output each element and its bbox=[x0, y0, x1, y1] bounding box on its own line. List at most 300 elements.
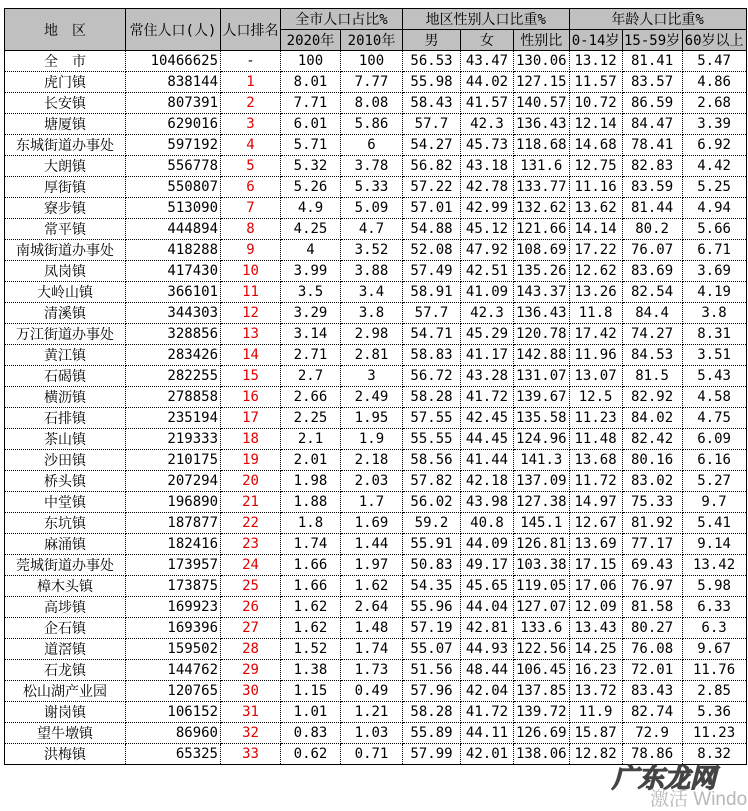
cell-age-60: 3.39 bbox=[682, 114, 746, 135]
cell-rank: 15 bbox=[221, 366, 281, 387]
cell-sex-ratio: 145.1 bbox=[514, 513, 570, 534]
cell-sex-ratio: 136.43 bbox=[514, 303, 570, 324]
table-row bbox=[5, 324, 747, 345]
cell-age-0-14: 12.5 bbox=[569, 387, 622, 408]
cell-age-0-14: 10.72 bbox=[569, 93, 622, 114]
cell-share-2010: 2.98 bbox=[341, 324, 403, 345]
cell-female: 48.44 bbox=[461, 660, 514, 681]
cell-share-2010: 8.08 bbox=[341, 93, 403, 114]
table-row bbox=[5, 198, 747, 219]
table-row bbox=[5, 387, 747, 408]
cell-age-0-14: 17.15 bbox=[569, 555, 622, 576]
cell-age-0-14: 11.9 bbox=[569, 702, 622, 723]
table-row bbox=[5, 639, 747, 660]
cell-share-2020: 2.7 bbox=[281, 366, 341, 387]
cell-rank: 1 bbox=[221, 72, 281, 93]
cell-female: 44.04 bbox=[461, 597, 514, 618]
cell-rank: 3 bbox=[221, 114, 281, 135]
cell-age-0-14: 15.87 bbox=[569, 723, 622, 744]
cell-share-2010: 1.7 bbox=[341, 492, 403, 513]
cell-population: 597192 bbox=[126, 135, 221, 156]
table-row bbox=[5, 555, 747, 576]
cell-share-2020: 3.5 bbox=[281, 282, 341, 303]
table-row bbox=[5, 429, 747, 450]
cell-rank: 11 bbox=[221, 282, 281, 303]
table-row bbox=[5, 702, 747, 723]
cell-share-2020: 4.9 bbox=[281, 198, 341, 219]
cell-male: 56.72 bbox=[403, 366, 461, 387]
cell-age-15-59: 83.57 bbox=[622, 72, 682, 93]
cell-age-60: 13.42 bbox=[682, 555, 746, 576]
cell-rank: 13 bbox=[221, 324, 281, 345]
cell-male: 52.08 bbox=[403, 240, 461, 261]
table-row bbox=[5, 177, 747, 198]
cell-age-0-14: 12.14 bbox=[569, 114, 622, 135]
table-row bbox=[5, 681, 747, 702]
cell-sex-ratio: 131.6 bbox=[514, 156, 570, 177]
cell-share-2020: 1.74 bbox=[281, 534, 341, 555]
cell-region: 虎门镇 bbox=[5, 72, 126, 93]
cell-female: 42.45 bbox=[461, 408, 514, 429]
cell-age-0-14: 11.57 bbox=[569, 72, 622, 93]
cell-age-0-14: 12.67 bbox=[569, 513, 622, 534]
cell-sex-ratio: 137.09 bbox=[514, 471, 570, 492]
cell-rank: - bbox=[221, 51, 281, 72]
cell-sex-ratio: 135.58 bbox=[514, 408, 570, 429]
cell-male: 55.91 bbox=[403, 534, 461, 555]
cell-rank: 33 bbox=[221, 744, 281, 765]
cell-sex-ratio: 140.57 bbox=[514, 93, 570, 114]
cell-share-2020: 1.38 bbox=[281, 660, 341, 681]
cell-population: 196890 bbox=[126, 492, 221, 513]
header-region: 地 区 bbox=[5, 9, 126, 51]
cell-age-0-14: 11.8 bbox=[569, 303, 622, 324]
cell-rank: 22 bbox=[221, 513, 281, 534]
cell-age-60: 6.16 bbox=[682, 450, 746, 471]
cell-age-0-14: 14.25 bbox=[569, 639, 622, 660]
table-row bbox=[5, 303, 747, 324]
cell-age-0-14: 17.22 bbox=[569, 240, 622, 261]
cell-sex-ratio: 138.06 bbox=[514, 744, 570, 765]
cell-share-2020: 6.01 bbox=[281, 114, 341, 135]
cell-female: 42.99 bbox=[461, 198, 514, 219]
cell-age-0-14: 17.06 bbox=[569, 576, 622, 597]
cell-male: 59.2 bbox=[403, 513, 461, 534]
cell-region: 清溪镇 bbox=[5, 303, 126, 324]
cell-sex-ratio: 133.6 bbox=[514, 618, 570, 639]
cell-age-60: 9.7 bbox=[682, 492, 746, 513]
cell-age-60: 5.41 bbox=[682, 513, 746, 534]
cell-share-2020: 2.25 bbox=[281, 408, 341, 429]
cell-age-15-59: 81.92 bbox=[622, 513, 682, 534]
cell-sex-ratio: 127.15 bbox=[514, 72, 570, 93]
cell-age-60: 5.66 bbox=[682, 219, 746, 240]
cell-share-2010: 1.48 bbox=[341, 618, 403, 639]
cell-age-15-59: 82.74 bbox=[622, 702, 682, 723]
cell-region: 中堂镇 bbox=[5, 492, 126, 513]
cell-population: 86960 bbox=[126, 723, 221, 744]
cell-sex-ratio: 119.05 bbox=[514, 576, 570, 597]
cell-male: 57.7 bbox=[403, 114, 461, 135]
cell-share-2010: 3.88 bbox=[341, 261, 403, 282]
table-row bbox=[5, 576, 747, 597]
cell-male: 57.7 bbox=[403, 303, 461, 324]
cell-male: 58.43 bbox=[403, 93, 461, 114]
cell-age-0-14: 12.75 bbox=[569, 156, 622, 177]
cell-share-2020: 1.66 bbox=[281, 576, 341, 597]
cell-region: 桥头镇 bbox=[5, 471, 126, 492]
cell-female: 45.65 bbox=[461, 576, 514, 597]
cell-region: 东城街道办事处 bbox=[5, 135, 126, 156]
cell-population: 283426 bbox=[126, 345, 221, 366]
cell-share-2010: 6 bbox=[341, 135, 403, 156]
cell-population: 159502 bbox=[126, 639, 221, 660]
cell-rank: 24 bbox=[221, 555, 281, 576]
header-share-2020: 2020年 bbox=[281, 30, 341, 51]
cell-population: 235194 bbox=[126, 408, 221, 429]
cell-region: 高埗镇 bbox=[5, 597, 126, 618]
cell-age-15-59: 83.69 bbox=[622, 261, 682, 282]
cell-share-2020: 0.83 bbox=[281, 723, 341, 744]
cell-region: 谢岗镇 bbox=[5, 702, 126, 723]
cell-female: 44.45 bbox=[461, 429, 514, 450]
cell-age-15-59: 84.53 bbox=[622, 345, 682, 366]
cell-rank: 17 bbox=[221, 408, 281, 429]
cell-share-2020: 3.14 bbox=[281, 324, 341, 345]
cell-age-15-59: 77.17 bbox=[622, 534, 682, 555]
cell-female: 47.92 bbox=[461, 240, 514, 261]
cell-sex-ratio: 127.38 bbox=[514, 492, 570, 513]
cell-age-0-14: 14.14 bbox=[569, 219, 622, 240]
cell-age-15-59: 82.42 bbox=[622, 429, 682, 450]
cell-rank: 9 bbox=[221, 240, 281, 261]
cell-share-2020: 4 bbox=[281, 240, 341, 261]
cell-male: 54.88 bbox=[403, 219, 461, 240]
cell-rank: 25 bbox=[221, 576, 281, 597]
cell-share-2020: 2.71 bbox=[281, 345, 341, 366]
cell-rank: 5 bbox=[221, 156, 281, 177]
cell-female: 42.01 bbox=[461, 744, 514, 765]
cell-age-15-59: 82.92 bbox=[622, 387, 682, 408]
cell-female: 43.47 bbox=[461, 51, 514, 72]
cell-age-0-14: 11.23 bbox=[569, 408, 622, 429]
cell-sex-ratio: 106.45 bbox=[514, 660, 570, 681]
cell-age-60: 4.58 bbox=[682, 387, 746, 408]
cell-male: 55.07 bbox=[403, 639, 461, 660]
cell-age-15-59: 81.44 bbox=[622, 198, 682, 219]
cell-age-0-14: 11.96 bbox=[569, 345, 622, 366]
cell-age-0-14: 11.72 bbox=[569, 471, 622, 492]
cell-population: 838144 bbox=[126, 72, 221, 93]
cell-region: 横沥镇 bbox=[5, 387, 126, 408]
cell-female: 43.18 bbox=[461, 156, 514, 177]
cell-rank: 16 bbox=[221, 387, 281, 408]
table-row bbox=[5, 72, 747, 93]
cell-population: 207294 bbox=[126, 471, 221, 492]
cell-population: 169923 bbox=[126, 597, 221, 618]
header-male: 男 bbox=[403, 30, 461, 51]
header-sex-ratio: 性别比 bbox=[514, 30, 570, 51]
cell-population: 418288 bbox=[126, 240, 221, 261]
cell-share-2020: 2.66 bbox=[281, 387, 341, 408]
cell-rank: 19 bbox=[221, 450, 281, 471]
cell-age-0-14: 17.42 bbox=[569, 324, 622, 345]
cell-male: 50.83 bbox=[403, 555, 461, 576]
cell-share-2010: 5.86 bbox=[341, 114, 403, 135]
cell-population: 629016 bbox=[126, 114, 221, 135]
cell-female: 45.12 bbox=[461, 219, 514, 240]
cell-male: 55.89 bbox=[403, 723, 461, 744]
cell-population: 219333 bbox=[126, 429, 221, 450]
cell-age-0-14: 13.69 bbox=[569, 534, 622, 555]
header-female: 女 bbox=[461, 30, 514, 51]
table-row bbox=[5, 408, 747, 429]
table-row bbox=[5, 471, 747, 492]
cell-female: 49.17 bbox=[461, 555, 514, 576]
cell-share-2020: 8.01 bbox=[281, 72, 341, 93]
cell-male: 57.49 bbox=[403, 261, 461, 282]
cell-age-60: 4.42 bbox=[682, 156, 746, 177]
cell-age-0-14: 13.07 bbox=[569, 366, 622, 387]
cell-age-60: 5.36 bbox=[682, 702, 746, 723]
table-row bbox=[5, 219, 747, 240]
cell-age-60: 3.51 bbox=[682, 345, 746, 366]
cell-rank: 8 bbox=[221, 219, 281, 240]
cell-age-0-14: 12.09 bbox=[569, 597, 622, 618]
cell-share-2020: 3.29 bbox=[281, 303, 341, 324]
table-row bbox=[5, 93, 747, 114]
cell-region: 凤岗镇 bbox=[5, 261, 126, 282]
cell-population: 182416 bbox=[126, 534, 221, 555]
cell-region: 莞城街道办事处 bbox=[5, 555, 126, 576]
cell-age-15-59: 74.27 bbox=[622, 324, 682, 345]
table-row bbox=[5, 156, 747, 177]
cell-age-60: 5.27 bbox=[682, 471, 746, 492]
cell-share-2010: 3.4 bbox=[341, 282, 403, 303]
cell-share-2020: 1.88 bbox=[281, 492, 341, 513]
cell-female: 41.17 bbox=[461, 345, 514, 366]
cell-age-15-59: 84.47 bbox=[622, 114, 682, 135]
header-age-group: 年龄人口比重% bbox=[569, 9, 746, 30]
cell-rank: 18 bbox=[221, 429, 281, 450]
cell-share-2010: 1.74 bbox=[341, 639, 403, 660]
cell-age-0-14: 14.68 bbox=[569, 135, 622, 156]
cell-male: 54.71 bbox=[403, 324, 461, 345]
table-row bbox=[5, 660, 747, 681]
cell-female: 42.04 bbox=[461, 681, 514, 702]
cell-population: 10466625 bbox=[126, 51, 221, 72]
cell-rank: 28 bbox=[221, 639, 281, 660]
cell-population: 366101 bbox=[126, 282, 221, 303]
cell-sex-ratio: 108.69 bbox=[514, 240, 570, 261]
cell-age-15-59: 81.5 bbox=[622, 366, 682, 387]
cell-age-15-59: 80.27 bbox=[622, 618, 682, 639]
cell-female: 41.44 bbox=[461, 450, 514, 471]
table-row bbox=[5, 51, 747, 72]
cell-age-60: 2.85 bbox=[682, 681, 746, 702]
cell-share-2010: 1.62 bbox=[341, 576, 403, 597]
cell-age-15-59: 78.86 bbox=[622, 744, 682, 765]
cell-share-2020: 7.71 bbox=[281, 93, 341, 114]
cell-age-15-59: 84.02 bbox=[622, 408, 682, 429]
cell-share-2010: 1.73 bbox=[341, 660, 403, 681]
cell-population: 556778 bbox=[126, 156, 221, 177]
table-row bbox=[5, 534, 747, 555]
cell-sex-ratio: 126.81 bbox=[514, 534, 570, 555]
cell-population: 513090 bbox=[126, 198, 221, 219]
cell-sex-ratio: 131.07 bbox=[514, 366, 570, 387]
header-share-2010: 2010年 bbox=[341, 30, 403, 51]
cell-age-60: 8.31 bbox=[682, 324, 746, 345]
table-row bbox=[5, 345, 747, 366]
cell-share-2010: 0.71 bbox=[341, 744, 403, 765]
cell-age-60: 11.76 bbox=[682, 660, 746, 681]
cell-age-60: 6.92 bbox=[682, 135, 746, 156]
table-row bbox=[5, 261, 747, 282]
cell-region: 松山湖产业园 bbox=[5, 681, 126, 702]
cell-population: 173875 bbox=[126, 576, 221, 597]
cell-share-2020: 5.32 bbox=[281, 156, 341, 177]
cell-male: 51.56 bbox=[403, 660, 461, 681]
cell-region: 南城街道办事处 bbox=[5, 240, 126, 261]
cell-age-15-59: 80.2 bbox=[622, 219, 682, 240]
cell-region: 麻涌镇 bbox=[5, 534, 126, 555]
cell-population: 144762 bbox=[126, 660, 221, 681]
header-age-15-59: 15-59岁 bbox=[622, 30, 682, 51]
cell-male: 55.98 bbox=[403, 72, 461, 93]
cell-share-2020: 3.99 bbox=[281, 261, 341, 282]
cell-age-0-14: 13.68 bbox=[569, 450, 622, 471]
cell-share-2020: 5.71 bbox=[281, 135, 341, 156]
activate-windows-watermark: 激活 Windo bbox=[650, 789, 748, 810]
cell-male: 57.99 bbox=[403, 744, 461, 765]
cell-sex-ratio: 103.38 bbox=[514, 555, 570, 576]
cell-rank: 4 bbox=[221, 135, 281, 156]
cell-share-2010: 1.95 bbox=[341, 408, 403, 429]
cell-age-15-59: 81.58 bbox=[622, 597, 682, 618]
cell-sex-ratio: 142.88 bbox=[514, 345, 570, 366]
cell-female: 44.93 bbox=[461, 639, 514, 660]
cell-share-2020: 1.8 bbox=[281, 513, 341, 534]
cell-female: 44.11 bbox=[461, 723, 514, 744]
cell-sex-ratio: 120.78 bbox=[514, 324, 570, 345]
cell-region: 石排镇 bbox=[5, 408, 126, 429]
cell-age-60: 4.86 bbox=[682, 72, 746, 93]
cell-age-60: 6.33 bbox=[682, 597, 746, 618]
cell-age-0-14: 12.62 bbox=[569, 261, 622, 282]
cell-region: 石龙镇 bbox=[5, 660, 126, 681]
table-row bbox=[5, 618, 747, 639]
cell-male: 58.83 bbox=[403, 345, 461, 366]
cell-share-2010: 3.8 bbox=[341, 303, 403, 324]
table-row bbox=[5, 492, 747, 513]
cell-region: 长安镇 bbox=[5, 93, 126, 114]
cell-age-15-59: 72.01 bbox=[622, 660, 682, 681]
cell-age-60: 6.09 bbox=[682, 429, 746, 450]
cell-population: 417430 bbox=[126, 261, 221, 282]
cell-sex-ratio: 133.77 bbox=[514, 177, 570, 198]
cell-population: 187877 bbox=[126, 513, 221, 534]
cell-male: 57.96 bbox=[403, 681, 461, 702]
cell-age-60: 9.14 bbox=[682, 534, 746, 555]
cell-region: 黄江镇 bbox=[5, 345, 126, 366]
header-sex-group: 地区性别人口比重% bbox=[403, 9, 570, 30]
cell-share-2010: 2.03 bbox=[341, 471, 403, 492]
cell-rank: 20 bbox=[221, 471, 281, 492]
cell-share-2010: 0.49 bbox=[341, 681, 403, 702]
cell-rank: 32 bbox=[221, 723, 281, 744]
header-age-0-14: 0-14岁 bbox=[569, 30, 622, 51]
table-row bbox=[5, 114, 747, 135]
cell-age-0-14: 13.62 bbox=[569, 198, 622, 219]
cell-share-2020: 2.01 bbox=[281, 450, 341, 471]
cell-region: 厚街镇 bbox=[5, 177, 126, 198]
cell-population: 210175 bbox=[126, 450, 221, 471]
cell-female: 40.8 bbox=[461, 513, 514, 534]
cell-female: 42.78 bbox=[461, 177, 514, 198]
cell-share-2020: 1.62 bbox=[281, 597, 341, 618]
cell-female: 45.29 bbox=[461, 324, 514, 345]
cell-region: 大岭山镇 bbox=[5, 282, 126, 303]
cell-age-15-59: 81.41 bbox=[622, 51, 682, 72]
cell-sex-ratio: 135.26 bbox=[514, 261, 570, 282]
cell-region: 樟木头镇 bbox=[5, 576, 126, 597]
cell-population: 328856 bbox=[126, 324, 221, 345]
cell-age-0-14: 13.12 bbox=[569, 51, 622, 72]
cell-female: 44.09 bbox=[461, 534, 514, 555]
cell-age-60: 8.32 bbox=[682, 744, 746, 765]
table-row bbox=[5, 366, 747, 387]
cell-share-2010: 1.44 bbox=[341, 534, 403, 555]
cell-share-2010: 3.52 bbox=[341, 240, 403, 261]
cell-population: 120765 bbox=[126, 681, 221, 702]
cell-sex-ratio: 139.67 bbox=[514, 387, 570, 408]
cell-male: 55.55 bbox=[403, 429, 461, 450]
cell-female: 42.81 bbox=[461, 618, 514, 639]
cell-sex-ratio: 136.43 bbox=[514, 114, 570, 135]
cell-male: 58.28 bbox=[403, 702, 461, 723]
cell-rank: 27 bbox=[221, 618, 281, 639]
cell-share-2010: 1.03 bbox=[341, 723, 403, 744]
cell-rank: 26 bbox=[221, 597, 281, 618]
cell-male: 58.91 bbox=[403, 282, 461, 303]
cell-share-2020: 1.98 bbox=[281, 471, 341, 492]
table-row bbox=[5, 282, 747, 303]
cell-sex-ratio: 130.06 bbox=[514, 51, 570, 72]
cell-population: 278858 bbox=[126, 387, 221, 408]
cell-population: 282255 bbox=[126, 366, 221, 387]
cell-share-2010: 4.7 bbox=[341, 219, 403, 240]
cell-share-2010: 1.9 bbox=[341, 429, 403, 450]
cell-age-60: 5.98 bbox=[682, 576, 746, 597]
cell-rank: 31 bbox=[221, 702, 281, 723]
cell-rank: 21 bbox=[221, 492, 281, 513]
cell-male: 55.96 bbox=[403, 597, 461, 618]
cell-female: 41.57 bbox=[461, 93, 514, 114]
cell-population: 169396 bbox=[126, 618, 221, 639]
cell-population: 173957 bbox=[126, 555, 221, 576]
cell-female: 41.72 bbox=[461, 387, 514, 408]
cell-male: 57.55 bbox=[403, 408, 461, 429]
table-row bbox=[5, 450, 747, 471]
cell-share-2010: 2.81 bbox=[341, 345, 403, 366]
cell-sex-ratio: 124.96 bbox=[514, 429, 570, 450]
cell-sex-ratio: 143.37 bbox=[514, 282, 570, 303]
cell-sex-ratio: 122.56 bbox=[514, 639, 570, 660]
cell-sex-ratio: 132.62 bbox=[514, 198, 570, 219]
table-row bbox=[5, 723, 747, 744]
cell-male: 56.02 bbox=[403, 492, 461, 513]
